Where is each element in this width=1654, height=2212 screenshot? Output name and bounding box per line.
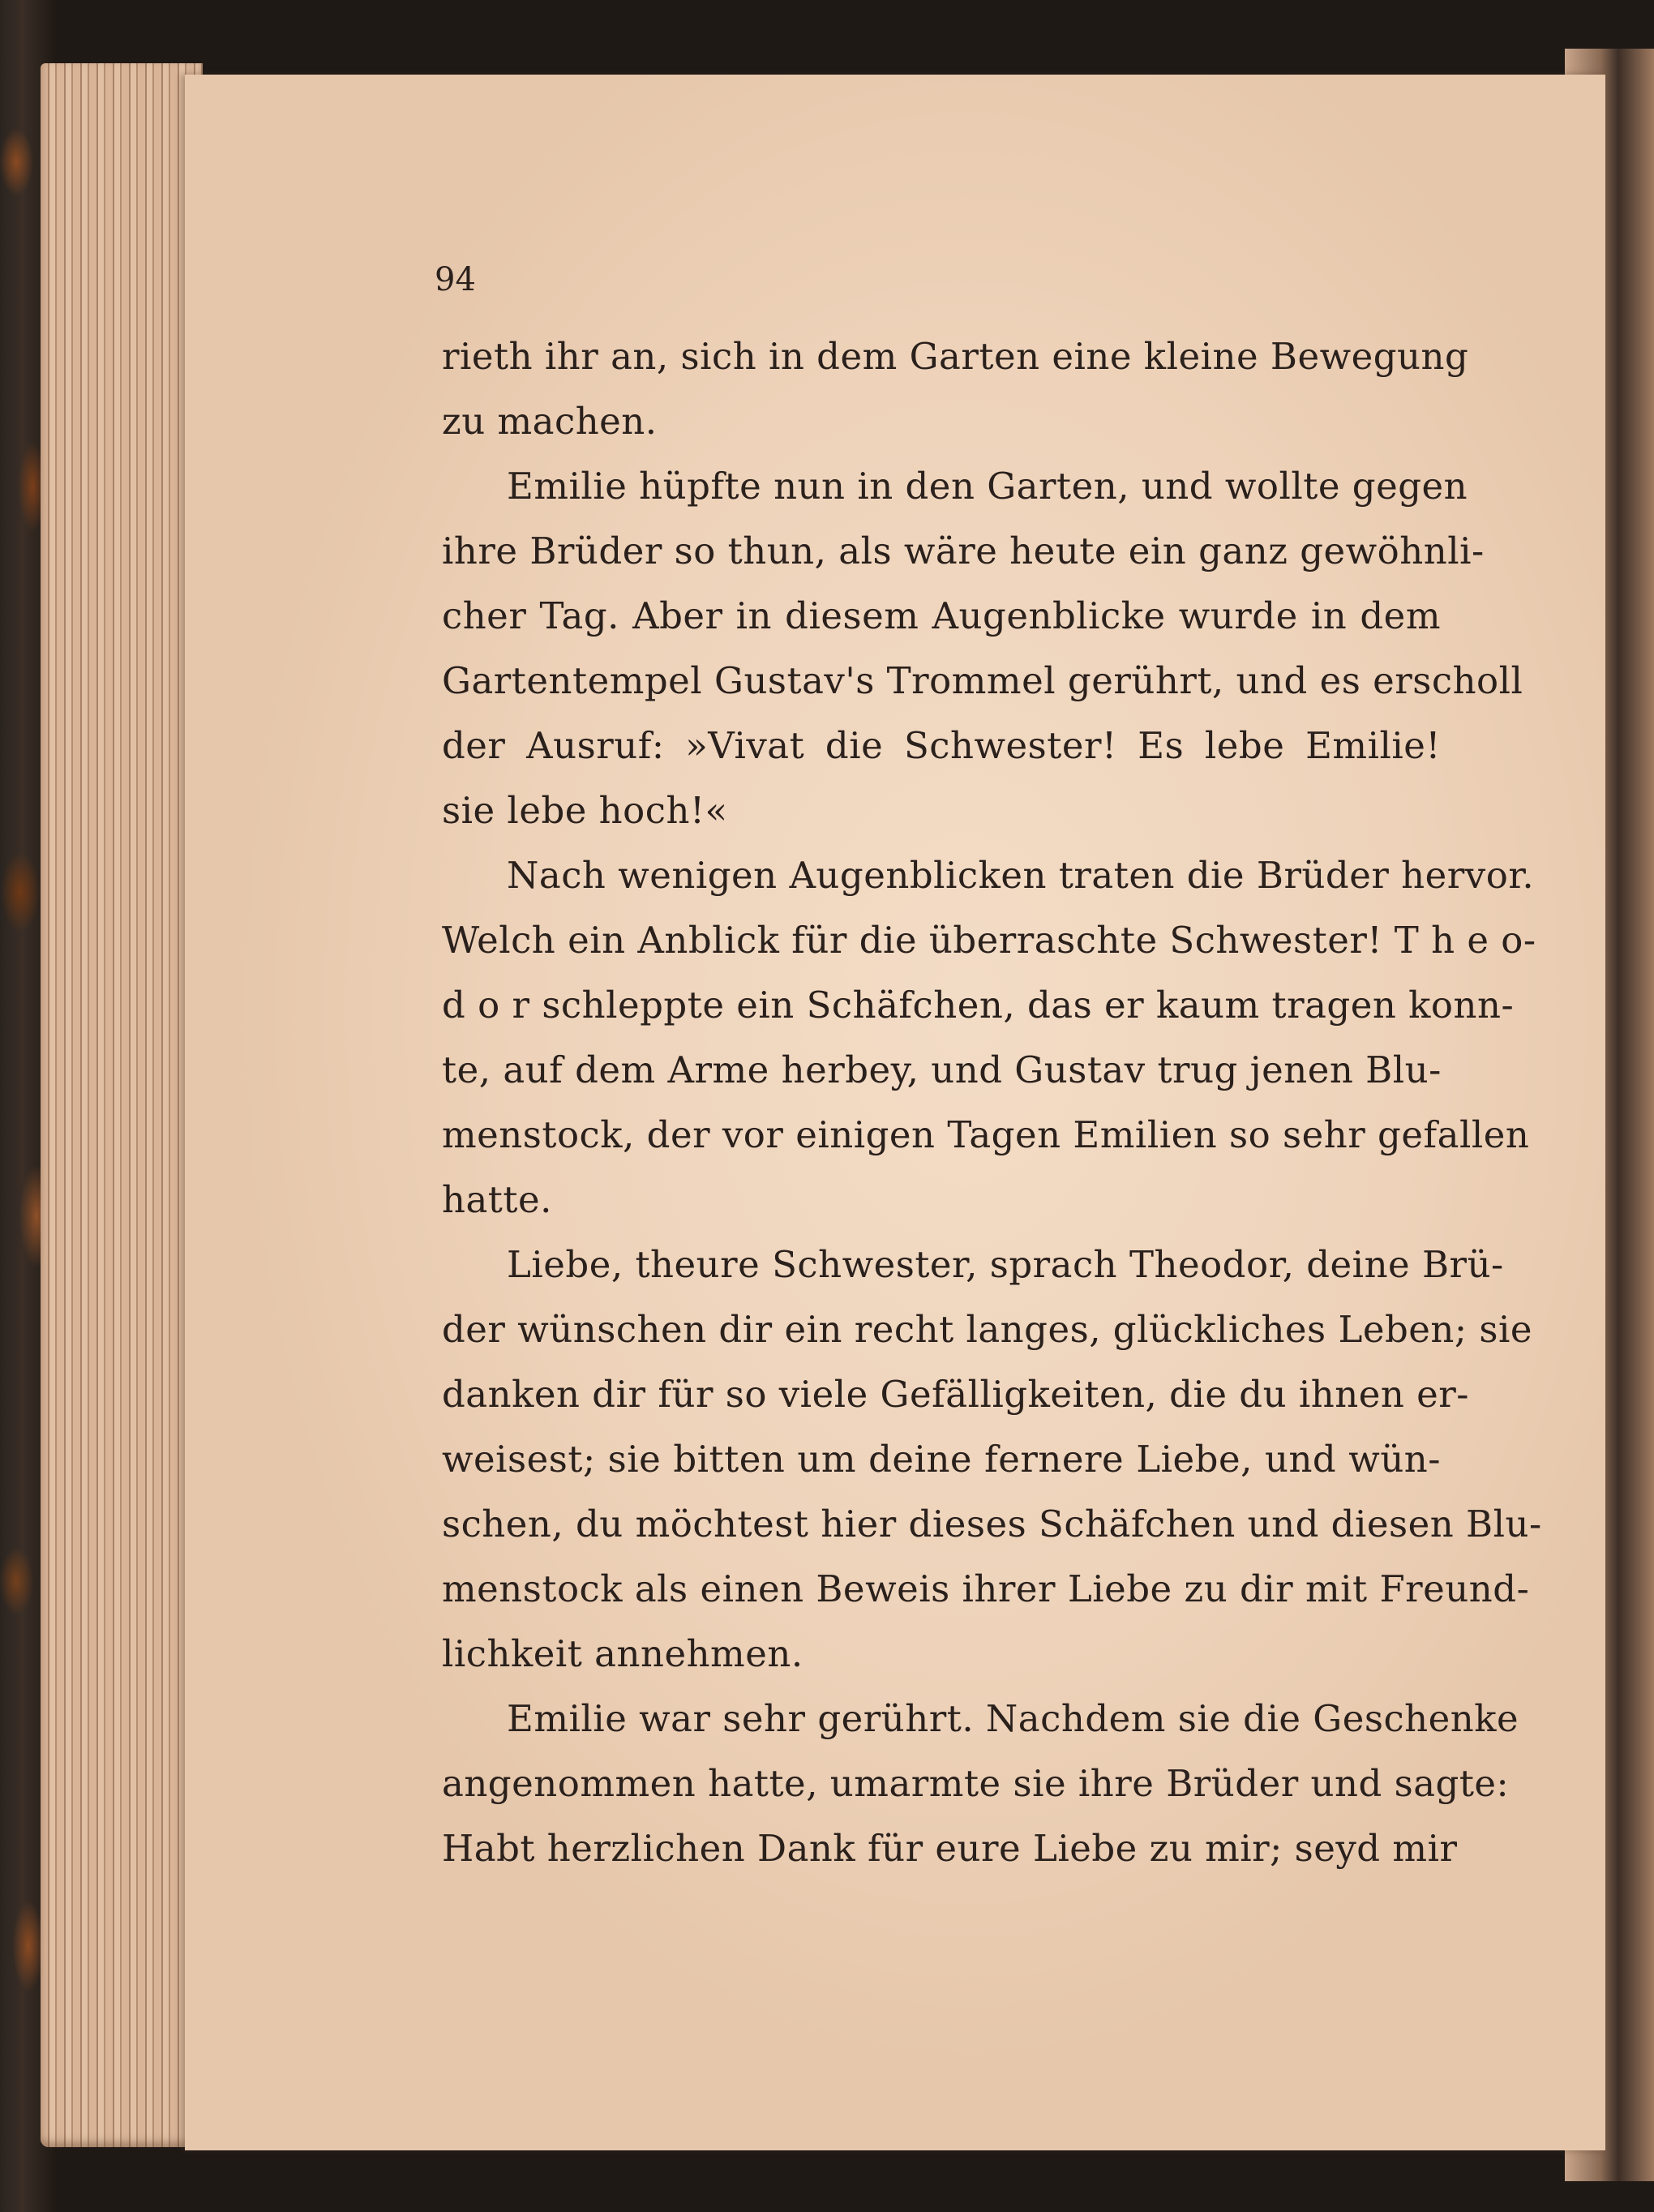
text-line: Welch ein Anblick für die überraschte Schwester! T h e o-: [442, 919, 1536, 962]
body-text: [442, 324, 1542, 1881]
text-line: d o r schleppte ein Schäfchen, das er kaum tragen konn-: [442, 984, 1515, 1027]
text-line: schen, du möchtest hier dieses Schäfchen und diesen Blu-: [442, 1503, 1542, 1545]
text-line: rieth ihr an, sich in dem Garten eine kleine Bewegung: [442, 335, 1469, 378]
text-line: menstock, der vor einigen Tagen Emilien so sehr gefallen: [442, 1113, 1530, 1156]
text-line: Habt herzlichen Dank für eure Liebe zu mir; seyd mir: [442, 1827, 1458, 1870]
text-line: te, auf dem Arme herbey, und Gustav trug jenen Blu-: [442, 1048, 1442, 1091]
text-line: menstock als einen Beweis ihrer Liebe zu dir mit Freund-: [442, 1567, 1530, 1610]
text-line: lichkeit annehmen.: [442, 1632, 803, 1675]
text-line: Emilie war sehr gerührt. Nachdem sie die Geschenke: [507, 1697, 1519, 1740]
text-line: Nach wenigen Augenblicken traten die Brüder hervor.: [507, 854, 1535, 897]
page-edges: [41, 63, 203, 2147]
page-number: 94: [435, 261, 476, 298]
text-line: der Ausruf: »Vivat die Schwester! Es lebe Emilie!: [442, 724, 1441, 767]
text-line: sie lebe hoch!«: [442, 789, 728, 832]
text-line: hatte.: [442, 1178, 552, 1221]
text-line: ihre Brüder so thun, als wäre heute ein ganz gewöhnli-: [442, 529, 1485, 572]
text-line: Liebe, theure Schwester, sprach Theodor, deine Brü-: [507, 1243, 1504, 1286]
text-line: weisest; sie bitten um deine fernere Liebe, und wün-: [442, 1438, 1441, 1481]
text-line: Gartentempel Gustav's Trommel gerührt, und es erscholl: [442, 659, 1523, 702]
text-line: cher Tag. Aber in diesem Augenblicke wurde in dem: [442, 594, 1441, 637]
text-line: angenommen hatte, umarmte sie ihre Brüder und sagte:: [442, 1762, 1510, 1805]
text-line: Emilie hüpfte nun in den Garten, und wollte gegen: [507, 465, 1468, 508]
text-line: danken dir für so viele Gefälligkeiten, die du ihnen er-: [442, 1373, 1470, 1416]
text-line: zu machen.: [442, 400, 658, 443]
text-line: der wünschen dir ein recht langes, glückliches Leben; sie: [442, 1308, 1532, 1351]
